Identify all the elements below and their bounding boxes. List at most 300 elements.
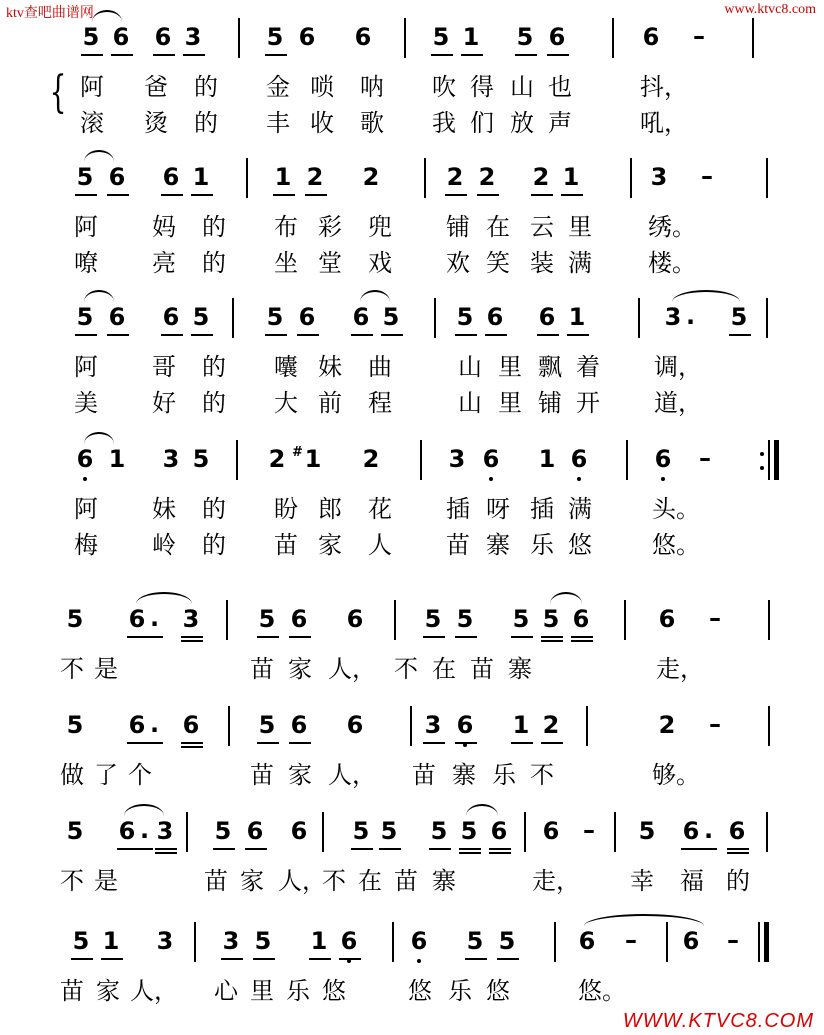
barline [766,298,768,338]
lyric-char: 家 [96,977,120,1005]
underline-eighth [273,194,295,196]
lyric-char: 大 [274,389,298,417]
lyrics-line [60,494,780,524]
underline-eighth [423,636,445,638]
lyric-char: 盼 [274,495,298,523]
lyric-char: 楼。 [648,249,696,277]
underline-eighth [191,334,213,336]
note: 2 [532,163,550,191]
note: 3 [424,711,442,739]
note: 2 [362,163,380,191]
note: 6 [642,23,660,51]
lyric-char: 道， [654,389,702,417]
repeat-dot [760,466,764,470]
augmentation-dot: . [150,604,160,632]
lyric-char: 做 [60,761,84,789]
lyric-char: 苗 [470,655,494,683]
note: 1 [192,163,210,191]
lyric-char: 的 [202,353,226,381]
barline [612,18,614,58]
underline-eighth [431,54,453,56]
underline-sixteenth [181,746,203,748]
underline-eighth [153,54,175,56]
barline [554,922,556,962]
lyric-char: 们 [470,109,494,137]
lyrics-line [60,760,780,790]
note: 1 [108,445,126,473]
lyric-char: 苗 [60,977,84,1005]
underline-eighth [515,54,537,56]
underline-eighth [429,848,451,850]
note: 5 [192,303,210,331]
lyric-char: 人， [328,655,376,683]
note: 1 [568,303,586,331]
lyric-char: 家 [240,867,264,895]
barline [766,158,768,198]
underline-eighth [107,334,129,336]
augmentation-dot: . [140,816,150,844]
underline-eighth [257,636,279,638]
note: 1 [562,163,580,191]
final-barline [774,440,779,480]
underline-sixteenth [571,640,593,642]
barline [410,706,412,746]
note: 6 [354,23,372,51]
note: 5 [66,711,84,739]
sustain-dash: – [701,162,713,190]
lyric-char: 是 [94,867,118,895]
lyric-char: 心 [214,977,238,1005]
note: 3 [222,927,240,955]
low-octave-dot [577,477,581,481]
note: 1 [102,927,120,955]
note: 6 [298,23,316,51]
note: 6 [454,710,476,740]
barline [638,298,640,338]
underline-eighth [155,848,177,850]
lyric-char: 美 [74,389,98,417]
underline-eighth [309,958,331,960]
note: 6 [538,303,556,331]
underline-eighth [75,334,97,336]
barline [624,600,626,640]
repeat-dot [760,452,764,456]
note: 2 [446,163,464,191]
note: 5 [424,605,442,633]
underline-eighth [455,636,477,638]
lyric-char: 苗 [204,867,228,895]
underline-eighth [181,636,203,638]
lyrics-line [60,352,780,382]
lyric-char: 满 [568,249,592,277]
lyric-char: 人 [368,531,392,559]
note: 5 [730,303,748,331]
note: 2 [306,163,324,191]
underline-eighth [681,848,717,850]
barline [404,18,406,58]
sustain-dash: – [727,926,739,954]
note: 6 [480,444,502,474]
note: 5 [214,817,232,845]
lyric-char: 寨 [508,655,532,683]
note: 1 [512,711,530,739]
lyric-char: 不 [60,655,84,683]
lyric-char: 爸 [144,73,168,101]
sustain-dash: – [625,926,637,954]
underline-eighth [245,848,267,850]
underline-eighth [127,636,163,638]
note: 6 [108,303,126,331]
lyric-char: 妹 [152,495,176,523]
note: 5 [266,23,284,51]
lyric-char: 家 [288,655,312,683]
underline-eighth [567,334,589,336]
lyric-char: 欢 [446,249,470,277]
lyric-char: 里 [250,977,274,1005]
watermark-top-left: ktv查吧曲谱网 [6,6,94,21]
slur [84,432,114,444]
lyric-char: 不 [530,761,554,789]
lyric-char: 得 [470,73,494,101]
lyric-char: 苗 [250,655,274,683]
note: 6 [346,711,364,739]
lyric-char: 戏 [368,249,392,277]
underline-eighth [75,194,97,196]
note: 5 [258,711,276,739]
lyric-char: 不 [394,655,418,683]
underline-eighth [257,742,279,744]
barline [238,18,240,58]
note: 6 [572,605,590,633]
note: 6 [74,444,96,474]
low-octave-dot [661,477,665,481]
note: 5 [456,605,474,633]
note: 6 [578,927,596,955]
note: 6 [408,926,430,956]
lyrics-line [60,388,780,418]
barline [768,440,770,480]
lyric-char: 乐 [492,761,516,789]
slur [584,914,704,926]
lyric-char: 曲 [368,353,392,381]
lyric-char: 里 [568,213,592,241]
underline-eighth [297,334,319,336]
underline-eighth [289,742,311,744]
note: 5 [466,927,484,955]
barline [394,600,396,640]
underline-eighth [265,54,287,56]
lyric-char: 彩 [318,213,342,241]
lyric-char: 开 [576,389,600,417]
barline [524,812,526,852]
augmentation-dot: . [704,816,714,844]
note: 5 [382,303,400,331]
note: 1 [538,445,556,473]
lyric-char: 悠 [486,977,510,1005]
note: 5 [460,817,478,845]
note: 6 [728,817,746,845]
lyric-char: 的 [202,531,226,559]
sustain-dash: – [583,816,595,844]
barline [322,812,324,852]
lyric-char: 苗 [394,867,418,895]
underline-eighth [571,636,593,638]
underline-eighth [541,636,563,638]
underline-eighth [289,636,311,638]
barline [246,158,248,198]
lyric-char: 悠 [408,977,432,1005]
note: 5 [638,817,656,845]
slur [84,290,114,302]
lyric-char: 妈 [152,213,176,241]
note: 6 [682,927,700,955]
low-octave-dot [489,477,493,481]
underline-eighth [265,334,287,336]
barline [420,440,422,480]
notation-row [52,22,772,62]
note: 5 [72,927,90,955]
lyric-char: 的 [202,495,226,523]
lyric-char: 唢 [310,73,334,101]
note: 2 [478,163,496,191]
note: 3 [156,817,174,845]
augmentation-dot: . [150,710,160,738]
note: 6 [154,23,172,51]
barline [768,600,770,640]
lyrics-line [60,212,780,242]
lyric-char: 兜 [368,213,392,241]
lyrics-line [60,248,780,278]
barline [392,922,394,962]
barline [434,298,436,338]
underline-eighth [253,958,275,960]
lyrics-line [52,72,772,102]
lyric-char: 妹 [318,353,342,381]
underline-eighth [455,334,477,336]
underline-eighth [381,334,403,336]
note: 3 [650,163,668,191]
lyric-char: 在 [486,213,510,241]
underline-eighth [339,958,361,960]
note: 6 [128,605,146,633]
note: 5 [432,23,450,51]
note: 1 # [302,444,324,474]
barline [768,706,770,746]
notation-row [60,710,780,750]
note: 6 [352,303,370,331]
slur [672,290,740,302]
note: 6 [162,163,180,191]
lyric-char: 吼， [640,109,688,137]
underline-eighth [531,194,553,196]
lyric-char: 滚 [80,109,104,137]
lyric-char: 梅 [74,531,98,559]
lyric-char: 山 [458,353,482,381]
lyric-char: 阿 [74,495,98,523]
lyric-char: 花 [368,495,392,523]
notation-row [60,444,780,484]
lyric-char: 苗 [274,531,298,559]
lyrics-line [60,530,780,560]
lyric-char: 人， [130,977,178,1005]
underline-eighth [455,742,477,744]
lyric-char: 家 [318,531,342,559]
underline-eighth [351,848,373,850]
underline-eighth [111,54,133,56]
note: 6 [182,711,200,739]
underline-sixteenth [489,852,511,854]
low-octave-dot [83,477,87,481]
underline-eighth [101,958,123,960]
lyric-char: 着 [576,353,600,381]
barline [758,922,760,962]
note: 1 [310,927,328,955]
note: 6 [290,817,308,845]
lyric-char: 烫 [144,109,168,137]
sustain-dash: – [699,444,711,472]
lyric-char: 也 [548,73,572,101]
lyric-char: 阿 [80,73,104,101]
note: 6 [118,817,136,845]
lyric-char: 山 [458,389,482,417]
lyric-char: 够。 [652,761,700,789]
note: 6 [246,817,264,845]
underline-eighth [305,194,327,196]
lyric-char: 插 [446,495,470,523]
lyric-char: 的 [202,389,226,417]
underline-eighth [541,742,563,744]
sharp-accidental: # [292,445,303,460]
note: 6 [652,444,674,474]
slur [84,150,114,162]
underline-eighth [445,194,467,196]
underline-eighth [477,194,499,196]
lyric-char: 个 [128,761,152,789]
notation-row [60,816,780,856]
note: 1 [274,163,292,191]
lyric-char: 里 [498,389,522,417]
lyric-char: 郎 [318,495,342,523]
underline-eighth [213,848,235,850]
lyric-char: 调， [654,353,702,381]
lyric-char: 悠。 [578,977,626,1005]
lyric-char: 前 [318,389,342,417]
lyric-char: 乐 [286,977,310,1005]
notation-row [60,302,780,342]
lyric-char: 幸 [630,867,654,895]
lyric-char: 的 [726,867,750,895]
sustain-dash: – [709,710,721,738]
lyric-char: 装 [530,249,554,277]
note: 5 [456,303,474,331]
underline-eighth [181,742,203,744]
lyric-char: 悠 [568,531,592,559]
slur [550,592,582,604]
lyric-char: 堂 [318,249,342,277]
underline-sixteenth [459,852,481,854]
barline [626,440,628,480]
lyric-char: 放 [510,109,534,137]
slur [360,290,390,302]
note: 5 [254,927,272,955]
lyric-char: 亮 [152,249,176,277]
lyric-char: 金 [266,73,290,101]
lyric-char: 山 [510,73,534,101]
lyric-char: 不 [60,867,84,895]
lyric-char: 的 [194,73,218,101]
lyric-char: 不 [322,867,346,895]
lyric-char: 了 [94,761,118,789]
barline [630,158,632,198]
lyric-char: 好 [152,389,176,417]
underline-eighth [459,848,481,850]
lyric-char: 嘹 [74,249,98,277]
lyric-char: 的 [202,213,226,241]
underline-eighth [727,848,749,850]
underline-eighth [537,334,559,336]
underline-sixteenth [727,852,749,854]
underline-eighth [221,958,243,960]
underline-eighth [511,742,533,744]
lyric-char: 悠 [322,977,346,1005]
low-octave-dot [417,959,421,963]
note: 5 [66,817,84,845]
underline-eighth [161,334,183,336]
lyrics-line [60,866,780,896]
underline-sixteenth [181,640,203,642]
underline-eighth [423,742,445,744]
underline-eighth [465,958,487,960]
barline [752,18,754,58]
underline-eighth [461,54,483,56]
lyric-char: 收 [310,109,334,137]
note: 6 [346,605,364,633]
note: 3 [184,23,202,51]
lyric-char: 是 [94,655,118,683]
underline-eighth [127,742,163,744]
lyric-char: 里 [498,353,522,381]
lyric-char: 在 [358,867,382,895]
underline-eighth [161,194,183,196]
note: 5 [82,23,100,51]
lyric-char: 吹 [432,73,456,101]
lyric-char: 岭 [152,531,176,559]
note: 5 [258,605,276,633]
note: 5 [352,817,370,845]
note: 2 [362,445,380,473]
lyric-char: 云 [530,213,554,241]
slur [466,804,498,816]
barline [666,922,668,962]
lyric-char: 苗 [250,761,274,789]
watermark-top-right: www.ktvc8.com [724,2,816,17]
lyric-char: 人， [328,761,376,789]
lyric-char: 人， [278,867,326,895]
underline-sixteenth [155,852,177,854]
lyric-char: 哥 [152,353,176,381]
underline-sixteenth [541,640,563,642]
note: 5 [516,23,534,51]
note: 3 [182,605,200,633]
barline [586,706,588,746]
note: 6 [682,817,700,845]
lyric-char: 寨 [432,867,456,895]
underline-eighth [485,334,507,336]
note: 5 [66,605,84,633]
barline [236,440,238,480]
underline-eighth [547,54,569,56]
note: 6 [548,23,566,51]
